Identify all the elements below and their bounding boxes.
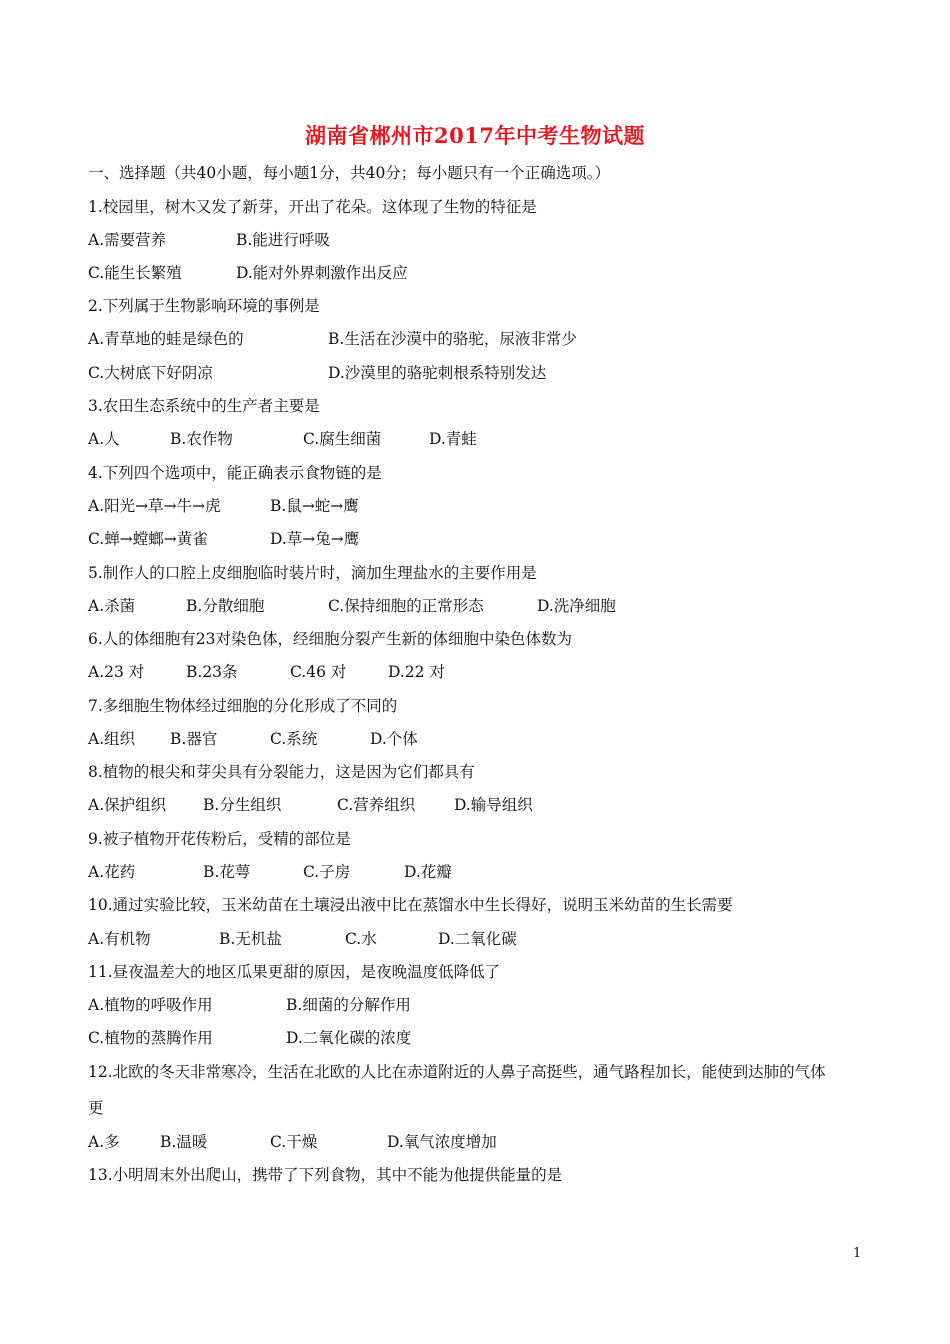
question-stem: 9.被子植物开花传粉后，受精的部位是 — [88, 830, 351, 848]
option: C.水 — [345, 930, 377, 948]
option: D.花瓣 — [404, 863, 452, 881]
option: D.洗净细胞 — [537, 597, 616, 615]
option: C.植物的蒸腾作用 — [88, 1029, 213, 1047]
option: C.能生长繁殖 — [88, 264, 182, 282]
option: A.需要营养 — [88, 231, 167, 249]
option: C.干燥 — [270, 1133, 318, 1151]
option: A.多 — [88, 1133, 120, 1151]
option: D.能对外界刺激作出反应 — [236, 264, 408, 282]
option: A.23 对 — [88, 663, 145, 681]
option: D.22 对 — [388, 663, 445, 681]
option: B.分散细胞 — [186, 597, 265, 615]
option: B.23条 — [186, 663, 238, 681]
option: A.青草地的蛙是绿色的 — [88, 330, 244, 348]
option: C.46 对 — [290, 663, 347, 681]
option: C.子房 — [303, 863, 351, 881]
option: B.鼠→蛇→鹰 — [270, 497, 359, 515]
option: B.农作物 — [170, 430, 233, 448]
question-stem: 2.下列属于生物影响环境的事例是 — [88, 297, 320, 315]
page-number: 1 — [853, 1246, 862, 1261]
option: C.腐生细菌 — [303, 430, 382, 448]
option: A.人 — [88, 430, 120, 448]
question-stem: 8.植物的根尖和芽尖具有分裂能力，这是因为它们都具有 — [88, 763, 475, 781]
option: A.有机物 — [88, 930, 151, 948]
option: D.个体 — [370, 730, 418, 748]
question-stem: 3.农田生态系统中的生产者主要是 — [88, 397, 320, 415]
option: B.花萼 — [203, 863, 251, 881]
question-stem: 13.小明周末外出爬山，携带了下列食物，其中不能为他提供能量的是 — [88, 1166, 563, 1184]
option: A.杀菌 — [88, 597, 136, 615]
option: C.蝉→螳螂→黄雀 — [88, 530, 208, 548]
question-stem: 6.人的体细胞有23对染色体，经细胞分裂产生新的体细胞中染色体数为 — [88, 630, 573, 648]
question-stem: 12.北欧的冬天非常寒冷，生活在北欧的人比在赤道附近的人鼻子高挺些，通气路程加长，能使到达肺的气体 — [88, 1063, 826, 1081]
question-stem: 4.下列四个选项中，能正确表示食物链的是 — [88, 464, 382, 482]
option: A.植物的呼吸作用 — [88, 996, 213, 1014]
option: C.保持细胞的正常形态 — [328, 597, 484, 615]
option: C.营养组织 — [337, 796, 416, 814]
option: A.花药 — [88, 863, 136, 881]
option: D.输导组织 — [454, 796, 533, 814]
option: D.青蛙 — [429, 430, 477, 448]
question-stem: 1.校园里，树木又发了新芽，开出了花朵。这体现了生物的特征是 — [88, 198, 537, 216]
question-stem-continuation: 更 — [88, 1099, 104, 1117]
option: B.细菌的分解作用 — [286, 996, 411, 1014]
option: B.器官 — [170, 730, 218, 748]
section-header: 一、选择题（共40小题，每小题1分，共40分；每小题只有一个正确选项。） — [88, 164, 611, 182]
option: B.能进行呼吸 — [236, 231, 330, 249]
option: A.阳光→草→牛→虎 — [88, 497, 221, 515]
question-stem: 7.多细胞生物体经过细胞的分化形成了不同的 — [88, 697, 398, 715]
option: C.大树底下好阴凉 — [88, 364, 213, 382]
option: B.生活在沙漠中的骆驼，尿液非常少 — [328, 330, 577, 348]
question-stem: 11.昼夜温差大的地区瓜果更甜的原因，是夜晚温度低降低了 — [88, 963, 501, 981]
document-title: 湖南省郴州市2017年中考生物试题 — [305, 123, 645, 148]
option: A.保护组织 — [88, 796, 167, 814]
option: B.分生组织 — [203, 796, 282, 814]
option: D.草→兔→鹰 — [270, 530, 360, 548]
option: D.沙漠里的骆驼刺根系特别发达 — [328, 364, 547, 382]
option: D.氧气浓度增加 — [387, 1133, 497, 1151]
question-stem: 10.通过实验比较，玉米幼苗在土壤浸出液中比在蒸馏水中生长得好，说明玉米幼苗的生长需要 — [88, 896, 733, 914]
option: D.二氧化碳的浓度 — [286, 1029, 412, 1047]
option: B.无机盐 — [219, 930, 282, 948]
option: A.组织 — [88, 730, 136, 748]
option: D.二氧化碳 — [438, 930, 517, 948]
option: B.温暖 — [160, 1133, 208, 1151]
option: C.系统 — [270, 730, 318, 748]
question-stem: 5.制作人的口腔上皮细胞临时装片时，滴加生理盐水的主要作用是 — [88, 564, 537, 582]
